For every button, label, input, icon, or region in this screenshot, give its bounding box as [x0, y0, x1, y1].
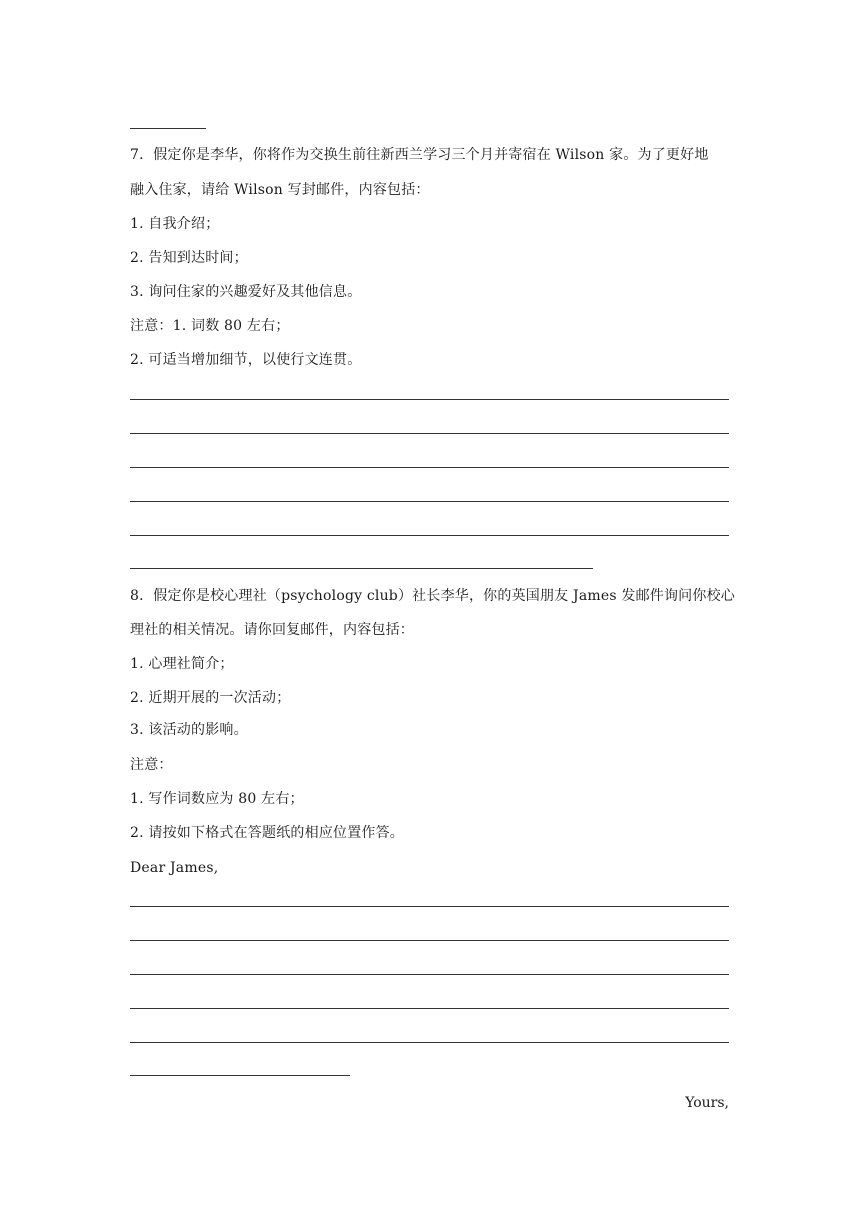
- q8-answer-line: [130, 1075, 350, 1076]
- q7-answer-line: [130, 568, 593, 569]
- q7-note-2: 2. 可适当增加细节，以使行文连贯。: [130, 352, 362, 368]
- q8-answer-line: [130, 940, 729, 941]
- q8-prompt-line2: 理社的相关情况。请你回复邮件，内容包括：: [130, 622, 414, 638]
- q8-requirement-2: 2. 近期开展的一次活动；: [130, 690, 291, 706]
- q8-answer-line: [130, 974, 729, 975]
- q7-requirement-3: 3. 询问住家的兴趣爱好及其他信息。: [130, 284, 362, 300]
- q8-answer-line: [130, 906, 729, 907]
- q7-answer-line: [130, 467, 729, 468]
- q8-note-2: 2. 请按如下格式在答题纸的相应位置作答。: [130, 825, 405, 841]
- q8-note-label: 注意：: [130, 757, 173, 773]
- q8-requirement-3: 3. 该活动的影响。: [130, 722, 248, 738]
- q8-salutation: Dear James,: [130, 860, 219, 876]
- q7-prompt-line1: 7．假定你是李华，你将作为交换生前往新西兰学习三个月并寄宿在 Wilson 家。为了更好地: [130, 147, 709, 163]
- q8-answer-line: [130, 1042, 729, 1043]
- q7-answer-line: [130, 433, 729, 434]
- q7-answer-line: [130, 501, 729, 502]
- q7-requirement-1: 1. 自我介绍；: [130, 216, 220, 232]
- q7-prompt-line2: 融入住家，请给 Wilson 写封邮件，内容包括：: [130, 182, 430, 198]
- q8-closing: Yours,: [685, 1095, 729, 1111]
- q7-note-1: 注意：1. 词数 80 左右；: [130, 318, 290, 334]
- q8-prompt-line1: 8．假定你是校心理社（psychology club）社长李华，你的英国朋友 James 发邮件询问你校心: [130, 588, 735, 604]
- answer-line-previous: [130, 128, 206, 129]
- q7-answer-line: [130, 399, 729, 400]
- q7-requirement-2: 2. 告知到达时间；: [130, 250, 248, 266]
- q8-note-1: 1. 写作词数应为 80 左右；: [130, 791, 304, 807]
- q8-requirement-1: 1. 心理社简介；: [130, 656, 234, 672]
- q8-answer-line: [130, 1008, 729, 1009]
- q7-answer-line: [130, 535, 729, 536]
